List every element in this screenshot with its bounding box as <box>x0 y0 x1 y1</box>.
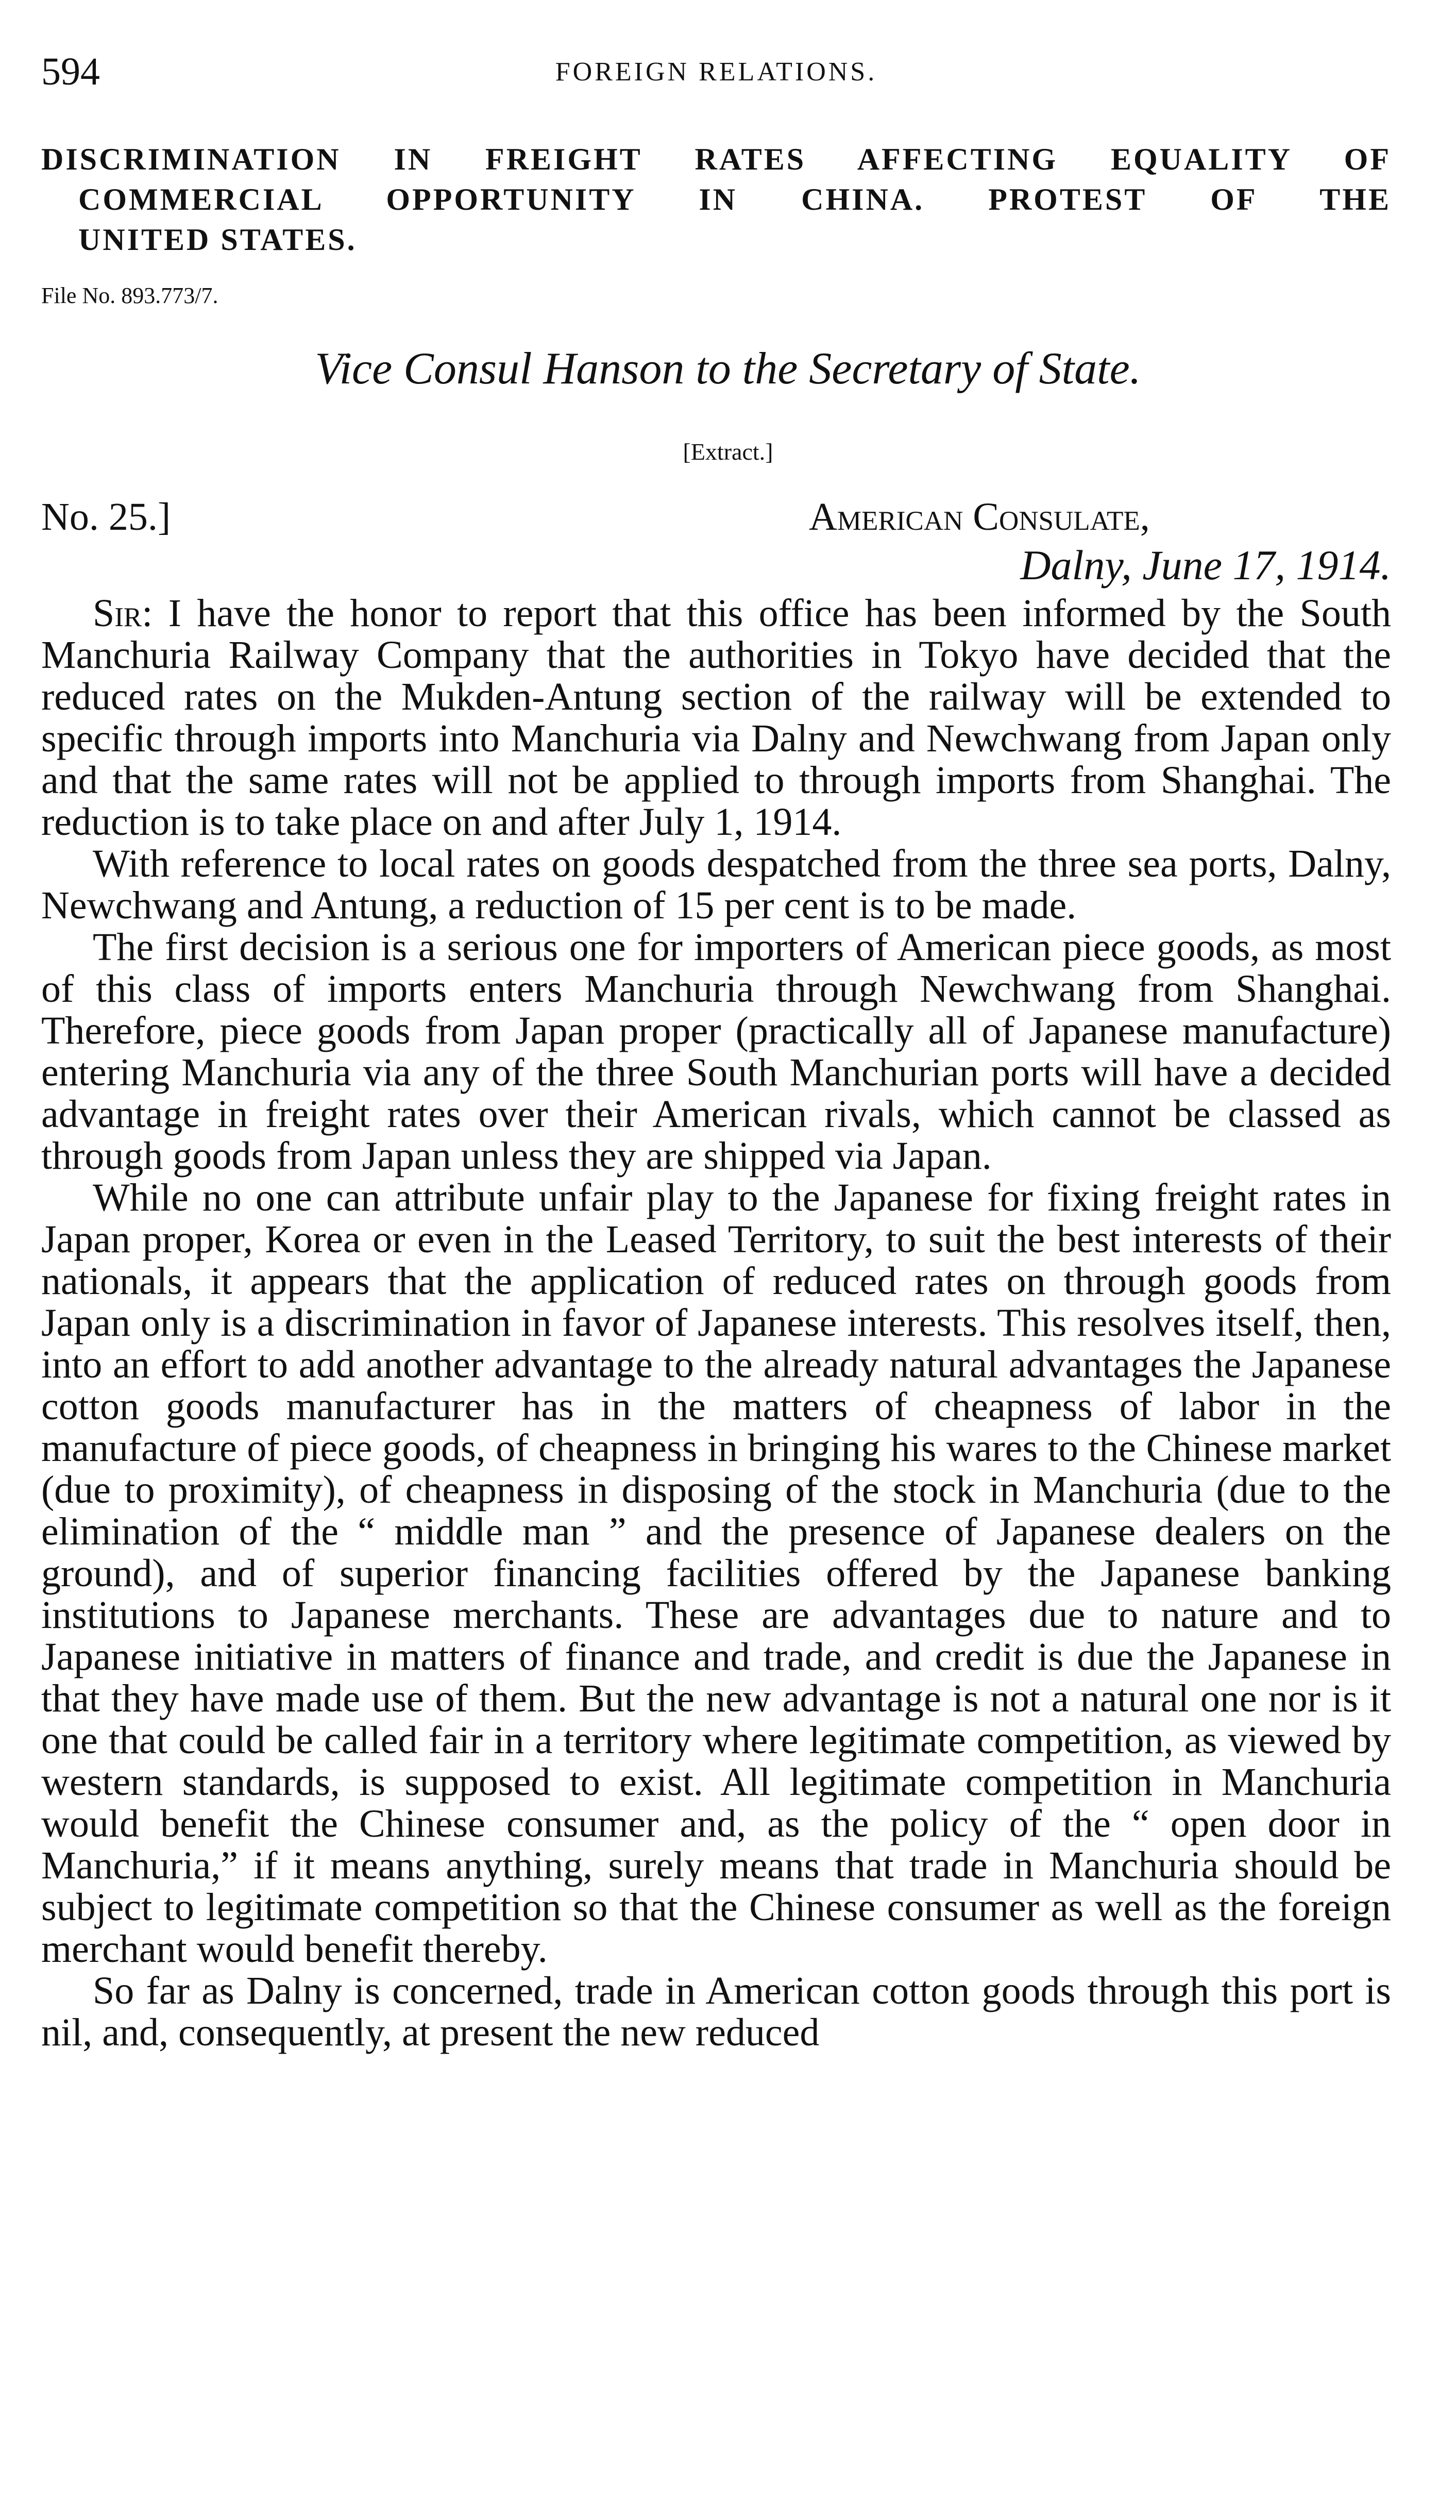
paragraph-5: So far as Dalny is concerned, trade in American cotton goods through this port is nil, and, consequently, at present the new reduced <box>41 1969 1391 2054</box>
file-number: File No. 893.773/7. <box>41 283 218 308</box>
paragraph-2: With reference to local rates on goods despatched from the three sea ports, Dalny, Newchwang and Antung, a reduction of 15 per cent is to be made. <box>41 842 1391 927</box>
running-title: FOREIGN RELATIONS. <box>555 57 877 87</box>
salutation: Sir: <box>93 592 153 635</box>
letter-body <box>41 593 1391 2054</box>
heading-line-1: DISCRIMINATION IN FREIGHT RATES AFFECTING EQUALITY OF <box>41 142 1391 176</box>
paragraph-1 <box>41 593 1391 843</box>
consulate-name: American Consulate, <box>809 495 1150 539</box>
section-heading <box>41 139 1391 260</box>
paragraph-1-text: I have the honor to report that this office has been informed by the South Manchuria Railway Company that the authorities in Tokyo have decided that the reduced rates on the Mukden-Antung section of the railway will be extended to specific through imports into Manchuria via Dalny and Newchwang from Japan only and that the same rates will not be applied to through imports from Shanghai. The reduction is to take place on and after July 1, 1914. <box>41 592 1391 844</box>
extract-note: [Extract.] <box>683 439 773 465</box>
page-number: 594 <box>41 50 100 93</box>
paragraph-4: While no one can attribute unfair play to the Japanese for fixing freight rates in Japan proper, Korea or even in the Leased Territory, to suit the best interests of their nationals, it appears that the application of reduced rates on through goods from Japan only is a discrimination in favor of Japanese interests. This resolves itself, then, into an effort to add another advantage to the already natural advantages the Japanese cotton goods manufacturer has in the matters of cheapness of labor in the manufacture of piece goods, of cheapness in bringing his wares to the Chinese market (due to proximity), of cheapness in disposing of the stock in Manchuria (due to the elimination of the “ middle man ” and the presence of Japanese dealers on the ground), and of superior financing facilities offered by the Japanese banking institutions to Japanese merchants. These are advantages due to nature and to Japanese initiative in matters of finance and trade, and credit is due the Japanese in that they have made use of them. But the new advantage is not a natural one nor is it one that could be called fair in a territory where legitimate competition, as viewed by western standards, is supposed to exist. All legitimate competition in Manchuria would benefit the Chinese consumer and, as the policy of the “ open door in Manchuria,” if it means anything, surely means that trade in Manchuria should be subject to legitimate competition so that the Chinese consumer as well as the foreign merchant would benefit thereby. <box>41 1176 1391 1971</box>
heading-line-3: UNITED STATES. <box>78 223 357 257</box>
paragraph-3: The first decision is a serious one for importers of American piece goods, as most of this class of imports enters Manchuria through Newchwang from Shanghai. Therefore, piece goods from Japan proper (practically all of Japanese manufacture) entering Manchuria via any of the three South Manchurian ports will have a decided advantage in freight rates over their American rivals, which cannot be classed as through goods from Japan unless they are shipped via Japan. <box>41 926 1391 1178</box>
document-number: No. 25.] <box>41 495 171 539</box>
heading-line-2: COMMERCIAL OPPORTUNITY IN CHINA. PROTEST OF THE <box>78 182 1391 216</box>
dateline: Dalny, June 17, 1914. <box>1020 542 1391 589</box>
running-head <box>41 49 1391 96</box>
letter-title: Vice Consul Hanson to the Secretary of State. <box>315 344 1141 394</box>
